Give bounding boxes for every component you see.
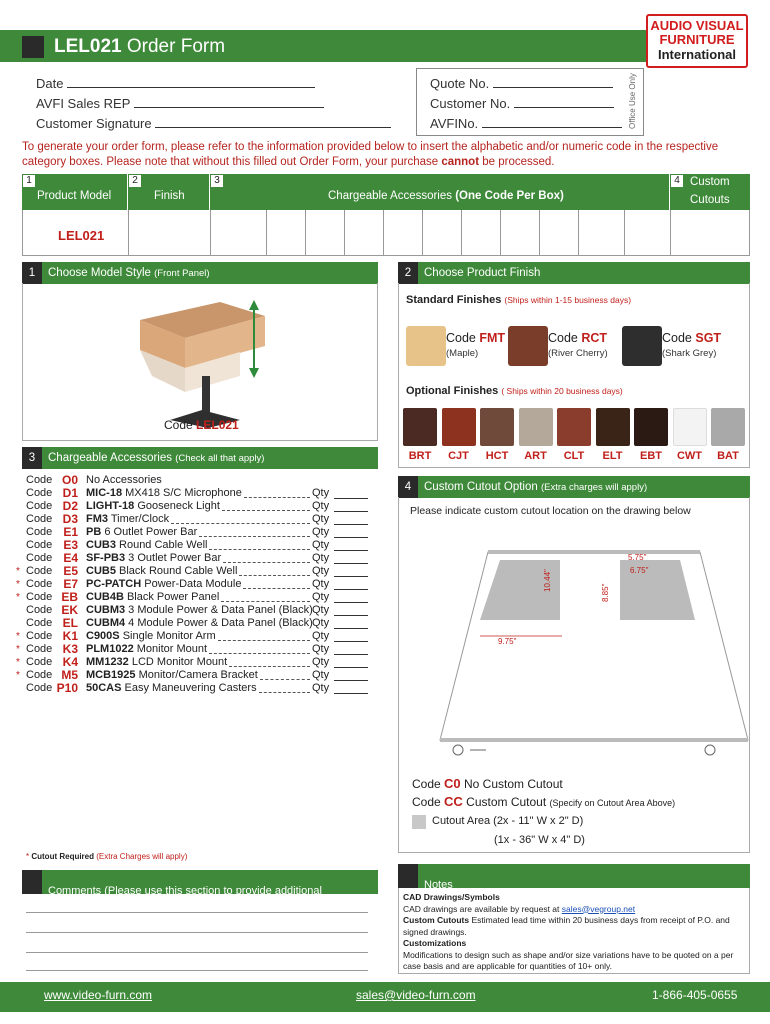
title-square <box>22 36 44 58</box>
code-c0: Code C0 No Custom Cutout <box>412 776 563 791</box>
signature-field[interactable] <box>36 116 391 131</box>
notes-header: Notes <box>398 864 750 888</box>
comment-line-2[interactable] <box>26 932 368 933</box>
leader-line <box>209 653 310 654</box>
sales-rep-field[interactable] <box>36 96 324 111</box>
optional-code-hct: HCT <box>485 450 509 462</box>
lectern-illustration <box>130 292 280 430</box>
customer-no-label: Customer No. <box>430 96 511 111</box>
logo-line-3: International <box>657 47 736 63</box>
optional-code-cwt: CWT <box>676 450 703 462</box>
accessory-row-e4: Code E4 SF-PB3 3 Outlet Power Bar Qty <box>26 552 376 565</box>
finish-name-sgt: (Shark Grey) <box>662 348 717 359</box>
col-accessories: Chargeable Accessories (One Code Per Box) <box>328 190 564 202</box>
qty-line-d1[interactable] <box>334 498 368 499</box>
qty-line-d3[interactable] <box>334 524 368 525</box>
leader-line <box>260 679 310 680</box>
leader-line <box>229 666 310 667</box>
desk-cutout-drawing[interactable] <box>410 540 750 780</box>
signature-label: Customer Signature <box>36 116 152 131</box>
optional-code-art: ART <box>524 450 547 462</box>
accessory-box-11[interactable] <box>625 210 671 255</box>
qty-line-p10[interactable] <box>334 693 368 694</box>
comments-header: Comments (Please use this section to provide additional information) <box>22 870 378 894</box>
notes-content: CAD Drawings/Symbols CAD drawings are available by request at sales@vegroup.net Custom Cutouts Estimated lead time within 20 business days from receipt of P.O. and signed drawings. Customizations Modifications to design such as shape and/or size variations have to be quoted on a per case basis and are applicable for quantities of 10+ only. <box>398 888 750 974</box>
qty-line-d2[interactable] <box>334 511 368 512</box>
standard-finishes-title: Standard Finishes (Ships within 1-15 business days) <box>406 294 632 306</box>
cad-email-link[interactable]: sales@vegroup.net <box>561 903 636 914</box>
code-cc: Code CC Custom Cutout (Specify on Cutout Area Above) <box>412 794 676 809</box>
accessory-row-e1: Code E1 PB 6 Outlet Power Bar Qty <box>26 526 376 539</box>
leader-line <box>223 562 310 563</box>
cutout-instruction: Please indicate custom cutout location on the drawing below <box>410 505 691 517</box>
optional-swatch-ebt <box>634 408 668 446</box>
optional-code-bat: BAT <box>717 450 739 462</box>
cutout-required-note: * Cutout Required (Extra Charges will apply) <box>26 852 188 861</box>
qty-line-eb[interactable] <box>334 602 368 603</box>
code-table-header <box>22 174 750 210</box>
leader-line <box>221 601 310 602</box>
leader-line <box>222 510 310 511</box>
optional-code-brt: BRT <box>408 450 432 462</box>
section3-header: 3 Chargeable Accessories (Check all that apply) <box>22 447 378 469</box>
optional-swatch-hct <box>480 408 514 446</box>
qty-line-e1[interactable] <box>334 537 368 538</box>
dim-3: 10.44" <box>543 569 552 592</box>
optional-swatch-clt <box>557 408 591 446</box>
accessory-row-k4: * Code K4 MM1232 LCD Monitor Mount Qty <box>26 656 376 669</box>
code-num-2: 2 <box>129 175 141 187</box>
qty-line-e5[interactable] <box>334 576 368 577</box>
leader-line <box>239 575 310 576</box>
phone-number: 1-866-405-0655 <box>652 988 738 1002</box>
accessory-row-m5: * Code M5 MCB1925 Monitor/Camera Bracket Qty <box>26 669 376 682</box>
finish-name-rct: (River Cherry) <box>548 348 608 359</box>
custom-cutout-box[interactable] <box>671 210 751 255</box>
leader-line <box>243 588 310 589</box>
code-num-1: 1 <box>23 175 35 187</box>
optional-swatch-elt <box>596 408 630 446</box>
date-label: Date <box>36 76 64 91</box>
leader-line <box>259 692 310 693</box>
customer-no-field[interactable] <box>430 96 614 111</box>
cutout-area-swatch <box>412 815 426 829</box>
optional-swatch-cwt <box>673 408 707 446</box>
avfi-no-label: AVFINo. <box>430 116 479 131</box>
instructions: To generate your order form, please refer to the information provided below to insert the alphabetic and/or numeric code in the respective category boxes. Please note that without this filled out Order Form, your purchase cannot be processed. <box>22 141 719 168</box>
date-line[interactable] <box>67 76 315 88</box>
comment-line-4[interactable] <box>26 970 368 971</box>
finish-swatch-sgt <box>622 326 662 366</box>
finish-swatch-fmt <box>406 326 446 366</box>
accessory-row-k3: * Code K3 PLM1022 Monitor Mount Qty <box>26 643 376 656</box>
accessory-row-el: Code EL CUBM4 4 Module Power & Data Panel (Black) Qty <box>26 617 376 630</box>
accessory-box-5[interactable] <box>384 210 423 255</box>
dim-5: 9.75" <box>498 637 517 646</box>
quote-line[interactable] <box>493 76 613 88</box>
col-custom-1: Custom <box>690 176 730 188</box>
optional-swatch-brt <box>403 408 437 446</box>
optional-swatch-cjt <box>442 408 476 446</box>
quote-label: Quote No. <box>430 76 490 91</box>
qty-line-k1[interactable] <box>334 641 368 642</box>
accessory-row-e3: Code E3 CUB3 Round Cable Well Qty <box>26 539 376 552</box>
code-num-4: 4 <box>671 175 683 187</box>
finish-swatch-rct <box>508 326 548 366</box>
accessory-row-ek: Code EK CUBM3 3 Module Power & Data Panel (Black) Qty <box>26 604 376 617</box>
section1-code: Code LEL021 <box>164 418 239 432</box>
accessory-box-8[interactable] <box>501 210 540 255</box>
avfi-no-line[interactable] <box>482 116 622 128</box>
qty-line-e4[interactable] <box>334 563 368 564</box>
office-use-label: Office Use Only <box>628 73 637 129</box>
cutout-area-text-1: Cutout Area (2x - 11" W x 2" D) <box>432 815 584 827</box>
accessory-box-6[interactable] <box>423 210 462 255</box>
accessory-row-e7: * Code E7 PC-PATCH Power-Data Module Qty <box>26 578 376 591</box>
leader-line <box>199 536 310 537</box>
optional-code-cjt: CJT <box>448 450 469 462</box>
code-entry-row <box>22 210 750 256</box>
accessory-box-7[interactable] <box>462 210 501 255</box>
page-title: LEL021 Order Form <box>54 36 226 57</box>
dim-2: 6.75" <box>630 566 649 575</box>
accessory-box-2[interactable] <box>267 210 306 255</box>
model-code-value: LEL021 <box>58 228 105 243</box>
accessory-row-d1: Code D1 MIC-18 MX418 S/C Microphone Qty <box>26 487 376 500</box>
accessory-box-9[interactable] <box>540 210 579 255</box>
qty-line-ek[interactable] <box>334 615 368 616</box>
finish-code-fmt: Code FMT <box>446 331 506 345</box>
qty-line-el[interactable] <box>334 628 368 629</box>
accessory-row-d3: Code D3 FM3 Timer/Clock Qty <box>26 513 376 526</box>
accessory-row-eb: * Code EB CUB4B Black Power Panel Qty <box>26 591 376 604</box>
sales-rep-label: AVFI Sales REP <box>36 96 131 111</box>
accessory-box-4[interactable] <box>345 210 384 255</box>
dim-1: 5.75" <box>628 553 647 562</box>
dim-4: 8.85" <box>601 583 610 602</box>
col-custom-2: Cutouts <box>690 194 730 206</box>
qty-line-e3[interactable] <box>334 550 368 551</box>
accessory-row-e5: * Code E5 CUB5 Black Round Cable Well Qty <box>26 565 376 578</box>
customer-no-line[interactable] <box>514 96 614 108</box>
accessory-row-d2: Code D2 LIGHT-18 Gooseneck Light Qty <box>26 500 376 513</box>
qty-line-k4[interactable] <box>334 667 368 668</box>
accessories-list <box>16 473 376 695</box>
date-field[interactable] <box>36 76 315 91</box>
finish-name-fmt: (Maple) <box>446 348 479 359</box>
qty-line-e7[interactable] <box>334 589 368 590</box>
company-logo <box>646 14 748 68</box>
accessory-box-3[interactable] <box>306 210 345 255</box>
col-finish: Finish <box>154 190 185 202</box>
quote-field[interactable] <box>430 76 613 91</box>
accessory-box-1[interactable] <box>211 210 267 255</box>
finish-code-rct: Code RCT <box>548 331 608 345</box>
cutout-area-text-2: (1x - 36" W x 4" D) <box>494 834 585 846</box>
leader-line <box>244 497 310 498</box>
optional-code-ebt: EBT <box>640 450 662 462</box>
optional-code-clt: CLT <box>563 450 585 462</box>
qty-line-m5[interactable] <box>334 680 368 681</box>
website-link[interactable]: www.video-furn.com <box>44 988 153 1002</box>
leader-line <box>171 523 310 524</box>
accessory-box-10[interactable] <box>579 210 625 255</box>
section1-header: 1 Choose Model Style (Front Panel) <box>22 262 378 284</box>
leader-line <box>218 640 310 641</box>
finish-code-sgt: Code SGT <box>662 331 722 345</box>
optional-code-elt: ELT <box>602 450 623 462</box>
section4-header: 4 Custom Cutout Option (Extra charges will apply) <box>398 476 750 498</box>
accessory-row-o0: Code O0 No Accessories <box>26 473 162 487</box>
section2-header: 2 Choose Product Finish <box>398 262 750 284</box>
optional-swatch-bat <box>711 408 745 446</box>
leader-line <box>209 549 310 550</box>
accessory-row-k1: * Code K1 C900S Single Monitor Arm Qty <box>26 630 376 643</box>
logo-line-2: FURNITURE <box>659 31 735 47</box>
finish-code-box[interactable] <box>129 210 211 255</box>
optional-finishes-title: Optional Finishes ( Ships within 20 business days) <box>406 385 623 397</box>
logo-line-1: AUDIO VISUAL <box>650 18 744 33</box>
accessory-row-p10: Code P10 50CAS Easy Maneuvering Casters Qty <box>26 682 376 695</box>
optional-swatch-art <box>519 408 553 446</box>
col-product-model: Product Model <box>37 190 112 202</box>
sales-rep-line[interactable] <box>134 96 324 108</box>
comment-line-1[interactable] <box>26 912 368 913</box>
qty-line-k3[interactable] <box>334 654 368 655</box>
comment-line-3[interactable] <box>26 952 368 953</box>
code-num-3: 3 <box>211 175 223 187</box>
email-link[interactable]: sales@video-furn.com <box>356 988 476 1002</box>
signature-line[interactable] <box>155 116 391 128</box>
avfi-no-field[interactable] <box>430 116 622 131</box>
